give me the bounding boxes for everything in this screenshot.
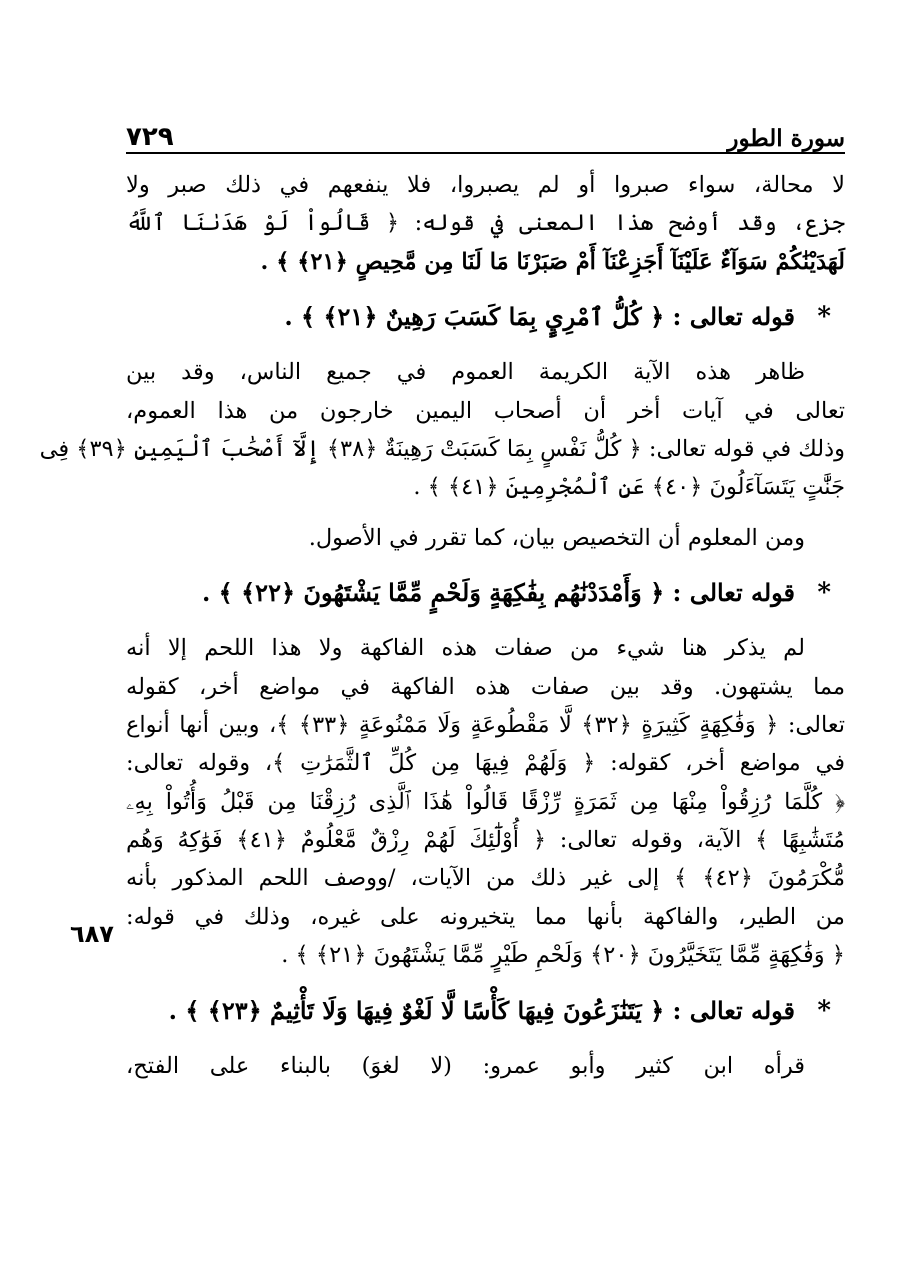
margin-page-marker: ٦٨٧ <box>70 920 114 948</box>
page-number: ٧٢٩ <box>126 122 174 152</box>
heading-verse: ﴿ كُلُّ ٱمْرِيٍٕ بِمَا كَسَبَ رَهِينٌ ﴿٢١﴾ ﴾ . <box>284 302 665 332</box>
text-line: تعالى: ﴿ وَفَٰكِهَةٍ كَثِيرَةٍ ﴿٣٢﴾ لَّا مَقْطُوعَةٍ وَلَا مَمْنُوعَةٍ ﴿٣٣﴾ ﴾، وبين أنها أنواع <box>126 711 845 738</box>
paragraph-5 <box>126 1047 845 1085</box>
heading-verse: ﴿ وَأَمْدَدْنَٰهُم بِفَٰكِهَةٍ وَلَحْمٍ مِّمَّا يَشْتَهُونَ ﴿٢٢﴾ ﴾ . <box>201 578 665 608</box>
text-line: جَنَّٰتٍ يَتَسَآءَلُونَ ﴿٤٠﴾ عَنِ ٱلْمُجْرِمِينَ ﴿٤١﴾ ﴾ . <box>413 474 845 501</box>
bullet-star-icon: * <box>817 302 831 333</box>
bullet-star-icon: * <box>817 578 831 609</box>
text-line: في مواضع أخر، كقوله: ﴿ وَلَهُمْ فِيهَا مِن كُلِّ ٱلثَّمَرَٰتِ ﴾، وقوله تعالى: <box>126 750 845 777</box>
text-line: جزع، وقد أوضح هذا المعنى في قوله: ﴿ قَالُواْ لَوْ هَدَىٰنَا ٱللَّهُ <box>126 210 845 237</box>
text-line: وذلك في قوله تعالى: ﴿ كُلُّ نَفْسٍ بِمَا كَسَبَتْ رَهِينَةٌ ﴿٣٨﴾ إِلَّآ أَصْحَٰبَ ٱلْيَمِينِ ﴿٣٩﴾ فِى <box>39 435 845 462</box>
text-line: ﴿ وَفَٰكِهَةٍ مِّمَّا يَتَخَيَّرُونَ ﴿٢٠﴾ وَلَحْمِ طَيْرٍ مِّمَّا يَشْتَهُونَ ﴿٢١﴾ ﴾ . <box>281 942 845 969</box>
heading-label: قوله تعالى : <box>672 578 796 608</box>
text-line: تعالى في آيات أخر أن أصحاب اليمين خارجون من هذا العموم، <box>126 397 845 424</box>
quran-line: لَهَدَيْنَٰكُمْ سَوَآءٌ عَلَيْنَآ أَجَزِعْنَآ أَمْ صَبَرْنَا مَا لَنَا مِن مَّحِيصٍ ﴿٢١﴾ ﴾ . <box>260 248 845 275</box>
paragraph-2 <box>39 353 845 507</box>
page-header <box>126 110 845 154</box>
paragraph-3 <box>126 519 845 557</box>
paragraph-4 <box>126 629 845 975</box>
heading-verse: ﴿ يَتَنَٰزَعُونَ فِيهَا كَأْسًا لَّا لَغْوٌ فِيهَا وَلَا تَأْثِيمٌ ﴿٢٣﴾ ﴾ . <box>168 995 665 1025</box>
surah-title: سورة الطور <box>727 125 845 152</box>
text-line: مُتَشَٰبِهًا ﴾ الآية، وقوله تعالى: ﴿ أُوْلَٰٓئِكَ لَهُمْ رِزْقٌ مَّعْلُومٌ ﴿٤١﴾ فَوَٰكِهُ وَهُم <box>126 827 845 854</box>
text-line: لم يذكر هنا شيء من صفات هذه الفاكهة ولا هذا اللحم إلا أنه <box>126 635 805 662</box>
paragraph-1 <box>126 166 845 281</box>
verse-heading-21 <box>126 293 845 341</box>
heading-label: قوله تعالى : <box>672 302 796 332</box>
text-line: من الطير، والفاكهة بأنها مما يتخيرونه على غيره، وذلك في قوله: <box>126 903 845 930</box>
text-line: مُّكْرَمُونَ ﴿٤٢﴾ ﴾ إلى غير ذلك من الآيات، /ووصف اللحم المذكور بأنه <box>126 865 845 892</box>
text-line: ﴿ كُلَّمَا رُزِقُواْ مِنْهَا مِن ثَمَرَةٍ رِّزْقًا قَالُواْ هَٰذَا ٱلَّذِى رُزِقْنَا مِن قَبْلُ وَأُتُواْ بِهِۦ <box>126 788 845 815</box>
text-line: قرأه ابن كثير وأبو عمرو: (لا لغوَ) بالبناء على الفتح، <box>126 1052 805 1079</box>
text-line: ومن المعلوم أن التخصيص بيان، كما تقرر في الأصول. <box>308 524 805 551</box>
verse-heading-23 <box>126 987 845 1035</box>
text-line: مما يشتهون. وقد بين صفات هذه الفاكهة في مواضع أخر، كقوله <box>126 673 845 700</box>
text-line: لا محالة، سواء صبروا أو لم يصبروا، فلا ينفعهم في ذلك صبر ولا <box>126 172 845 198</box>
bullet-star-icon: * <box>817 995 831 1026</box>
verse-heading-22 <box>126 569 845 617</box>
heading-label: قوله تعالى : <box>672 995 796 1025</box>
text-line: ظاهر هذه الآية الكريمة العموم في جميع الناس، وقد بين <box>126 359 805 386</box>
